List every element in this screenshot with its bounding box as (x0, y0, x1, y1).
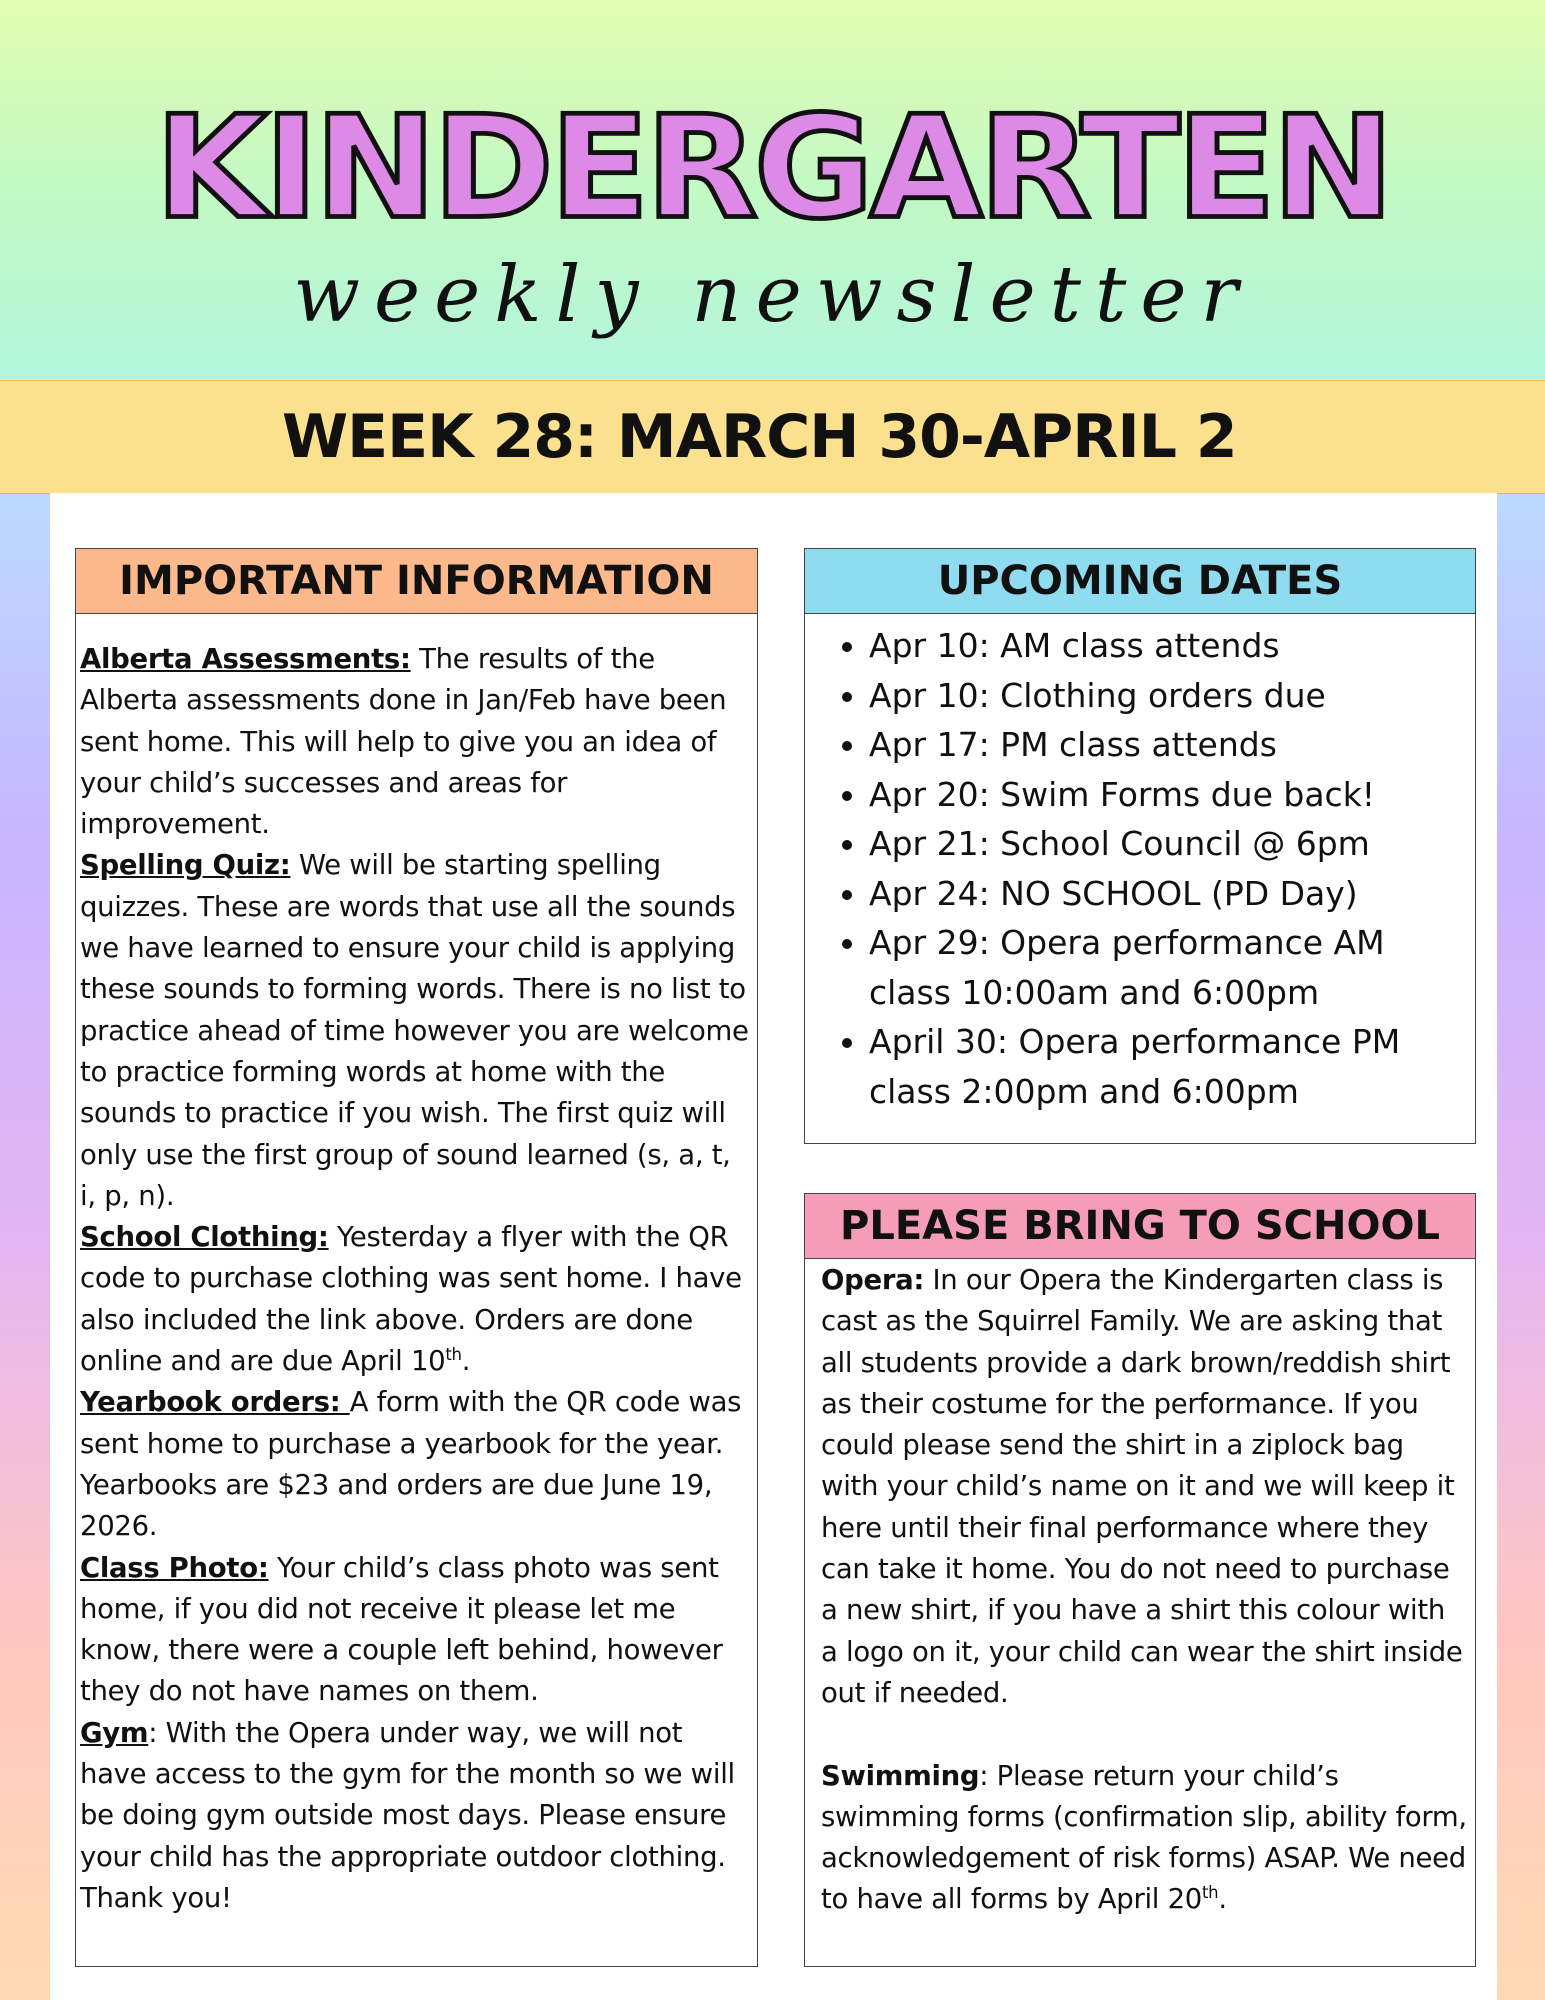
bring-to-school-body (805, 1260, 1475, 1966)
ordinal-suffix: th (445, 1344, 462, 1364)
info-label: School Clothing: (80, 1221, 329, 1254)
info-item-gym (80, 1713, 751, 1919)
info-item-assessments (80, 639, 751, 845)
info-item-clothing (80, 1217, 751, 1382)
bring-label: Opera: (821, 1264, 925, 1296)
info-label: Alberta Assessments: (80, 643, 411, 675)
newsletter-header (0, 0, 1545, 380)
info-label: Spelling Quiz: (80, 849, 291, 882)
date-item: • April 30: Opera performance PM class 2:00pm and 6:00pm (869, 1017, 1469, 1116)
important-information-heading: IMPORTANT INFORMATION (76, 549, 757, 614)
info-text-end: . (461, 1345, 471, 1378)
info-label: Gym (80, 1716, 149, 1749)
date-item: • Apr 24: NO SCHOOL (PD Day) (869, 869, 1469, 919)
upcoming-dates-panel (804, 548, 1476, 1144)
date-item: • Apr 29: Opera performance AM class 10:00am and 6:00pm (869, 918, 1469, 1017)
bring-to-school-panel (804, 1193, 1476, 1967)
newsletter-subtitle: weekly newsletter (293, 250, 1252, 340)
info-text: : With the Opera under way, we will not have access to the gym for the month so we will be doing gym outside most days. Please ensure your child has the appropriate outdoor clothing. Thank you! (80, 1716, 735, 1914)
info-text: A form with the QR code was sent home to purchase a yearbook for the year. Yearbooks are $23 and orders are due June 19, 2026. (80, 1386, 742, 1543)
date-item: • Apr 17: PM class attends (869, 720, 1469, 770)
week-banner (0, 380, 1545, 494)
info-text: Yesterday a flyer with the QR code to purchase clothing was sent home. I have also included the link above. Orders are done online and are due April 10 (80, 1221, 742, 1378)
info-item-class-photo (80, 1548, 751, 1713)
paragraph-spacer (821, 1714, 1469, 1755)
info-label: Class Photo: (80, 1551, 269, 1584)
date-item: • Apr 21: School Council @ 6pm (869, 819, 1469, 869)
upcoming-dates-body (805, 615, 1475, 1143)
important-information-panel (75, 548, 758, 1967)
bring-item-opera (821, 1260, 1469, 1714)
newsletter-title: KINDERGARTEN (154, 85, 1391, 251)
info-text: We will be starting spelling quizzes. These are words that use all the sounds we have learned to ensure your child is applying these sounds to forming words. There is no list to practice ahead of time however you are welcome to practice forming words at home with the sounds to practice if you wish. The first quiz will only use the first group of sound learned (s, a, t, i, p, n). (80, 849, 749, 1212)
important-information-body (76, 615, 757, 1966)
week-title: WEEK 28: MARCH 30-APRIL 2 (282, 402, 1237, 472)
bring-to-school-heading: PLEASE BRING TO SCHOOL (805, 1194, 1475, 1259)
date-item: • Apr 10: Clothing orders due (869, 671, 1469, 721)
info-item-yearbook (80, 1382, 751, 1547)
bring-item-swimming (821, 1756, 1469, 1921)
bring-label: Swimming (821, 1759, 980, 1792)
upcoming-dates-heading: UPCOMING DATES (805, 549, 1475, 614)
bring-text-end: . (1218, 1883, 1227, 1916)
info-label: Yearbook orders: (80, 1386, 350, 1419)
ordinal-suffix: th (1202, 1883, 1219, 1903)
info-text: Your child’s class photo was sent home, if you did not receive it please let me know, there were a couple left behind, however they do not have names on them. (80, 1551, 723, 1708)
bring-text: In our Opera the Kindergarten class is cast as the Squirrel Family. We are asking that all students provide a dark brown/reddish shirt as their costume for the performance. If you could please send the shirt in a ziplock bag with your child’s name on it and we will keep it here until their final performance where they can take it home. You do not need to purchase a new shirt, if you have a shirt this colour with a logo on it, your child can wear the shirt inside out if needed. (821, 1264, 1463, 1709)
info-text: The results of the Alberta assessments done in Jan/Feb have been sent home. This will help to give you an idea of your child’s successes and areas for improvement. (80, 643, 727, 841)
date-item: • Apr 10: AM class attends (869, 621, 1469, 671)
info-item-spelling (80, 845, 751, 1217)
upcoming-dates-list (825, 621, 1469, 1116)
bring-text: : Please return your child’s swimming forms (confirmation slip, ability form, acknowledgement of risk forms) ASAP. We need to have all forms by April 20 (821, 1759, 1467, 1916)
date-item: • Apr 20: Swim Forms due back! (869, 770, 1469, 820)
